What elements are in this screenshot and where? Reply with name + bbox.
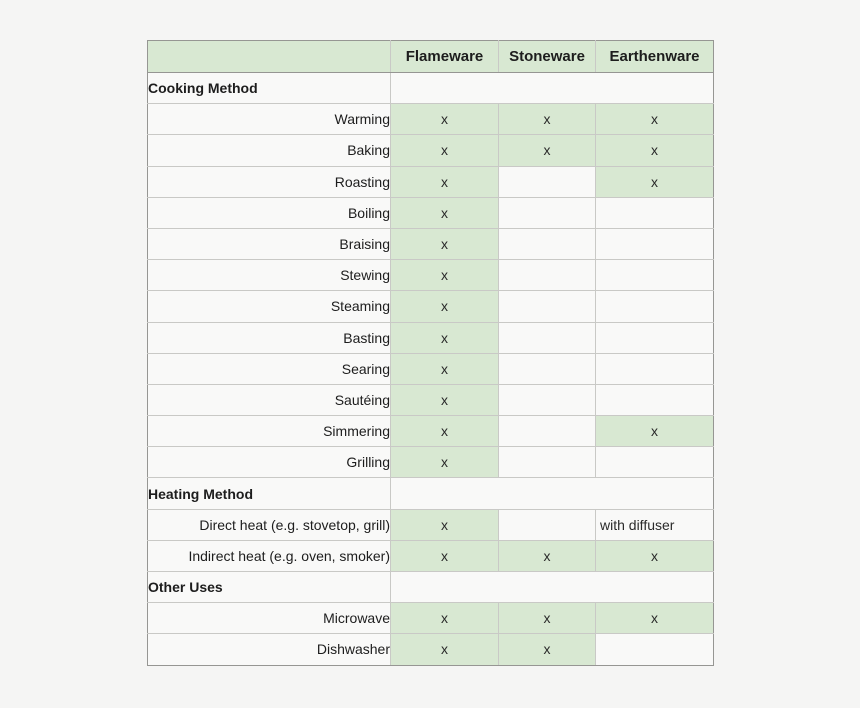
empty-cell	[499, 509, 596, 540]
marker-cell: x	[596, 135, 714, 166]
section-row	[148, 478, 714, 509]
empty-cell	[499, 384, 596, 415]
row-label: Dishwasher	[148, 634, 391, 665]
marker-cell: x	[391, 384, 499, 415]
row-label: Roasting	[148, 166, 391, 197]
table-row	[148, 603, 714, 634]
empty-cell	[499, 291, 596, 322]
marker-cell: x	[499, 603, 596, 634]
row-label: Simmering	[148, 416, 391, 447]
row-label: Direct heat (e.g. stovetop, grill)	[148, 509, 391, 540]
column-header-flameware: Flameware	[391, 41, 499, 73]
row-label: Microwave	[148, 603, 391, 634]
marker-cell: x	[391, 509, 499, 540]
column-header-earthenware: Earthenware	[596, 41, 714, 73]
empty-cell	[499, 447, 596, 478]
table-row	[148, 322, 714, 353]
empty-cell	[596, 384, 714, 415]
empty-cell	[596, 353, 714, 384]
empty-cell	[499, 353, 596, 384]
table-row	[148, 353, 714, 384]
empty-cell	[596, 228, 714, 259]
marker-cell: x	[391, 603, 499, 634]
empty-cell	[499, 260, 596, 291]
table-row	[148, 634, 714, 665]
row-label: Baking	[148, 135, 391, 166]
marker-cell: x	[391, 135, 499, 166]
marker-cell: x	[596, 603, 714, 634]
marker-cell: x	[596, 104, 714, 135]
row-label: Stewing	[148, 260, 391, 291]
empty-cell	[596, 197, 714, 228]
row-label: Basting	[148, 322, 391, 353]
table-row	[148, 104, 714, 135]
row-label: Braising	[148, 228, 391, 259]
marker-cell: x	[391, 104, 499, 135]
empty-cell	[596, 634, 714, 665]
empty-cell	[499, 197, 596, 228]
table-row	[148, 384, 714, 415]
column-header-stoneware: Stoneware	[499, 41, 596, 73]
section-title: Heating Method	[148, 478, 391, 509]
row-label: Boiling	[148, 197, 391, 228]
marker-cell: x	[391, 260, 499, 291]
table-header	[148, 41, 714, 73]
marker-cell: x	[391, 322, 499, 353]
marker-cell: x	[391, 353, 499, 384]
header-row	[148, 41, 714, 73]
table-body	[148, 73, 714, 666]
empty-cell	[596, 322, 714, 353]
section-row	[148, 572, 714, 603]
marker-cell: x	[391, 634, 499, 665]
row-label: Sautéing	[148, 384, 391, 415]
empty-cell	[499, 228, 596, 259]
marker-cell: x	[391, 416, 499, 447]
marker-cell: x	[391, 540, 499, 571]
marker-cell: x	[391, 197, 499, 228]
table-row	[148, 166, 714, 197]
row-label: Searing	[148, 353, 391, 384]
table-row	[148, 135, 714, 166]
table-row	[148, 416, 714, 447]
marker-cell: x	[596, 416, 714, 447]
empty-cell	[596, 447, 714, 478]
marker-cell: x	[499, 540, 596, 571]
row-label: Warming	[148, 104, 391, 135]
table-row	[148, 260, 714, 291]
marker-cell: x	[499, 135, 596, 166]
comparison-table-container	[147, 40, 713, 666]
note-cell: with diffuser	[596, 509, 714, 540]
marker-cell: x	[499, 634, 596, 665]
empty-cell	[499, 416, 596, 447]
section-row	[148, 73, 714, 104]
cookware-comparison-table	[147, 40, 714, 666]
row-label: Steaming	[148, 291, 391, 322]
section-title: Other Uses	[148, 572, 391, 603]
corner-cell	[148, 41, 391, 73]
row-label: Indirect heat (e.g. oven, smoker)	[148, 540, 391, 571]
table-row	[148, 197, 714, 228]
empty-cell	[596, 260, 714, 291]
table-row	[148, 228, 714, 259]
table-row	[148, 509, 714, 540]
section-spacer	[391, 478, 714, 509]
section-spacer	[391, 73, 714, 104]
row-label: Grilling	[148, 447, 391, 478]
marker-cell: x	[596, 166, 714, 197]
marker-cell: x	[391, 291, 499, 322]
section-title: Cooking Method	[148, 73, 391, 104]
marker-cell: x	[596, 540, 714, 571]
table-row	[148, 291, 714, 322]
empty-cell	[499, 166, 596, 197]
empty-cell	[499, 322, 596, 353]
table-row	[148, 540, 714, 571]
empty-cell	[596, 291, 714, 322]
marker-cell: x	[391, 228, 499, 259]
marker-cell: x	[499, 104, 596, 135]
section-spacer	[391, 572, 714, 603]
table-row	[148, 447, 714, 478]
marker-cell: x	[391, 166, 499, 197]
marker-cell: x	[391, 447, 499, 478]
